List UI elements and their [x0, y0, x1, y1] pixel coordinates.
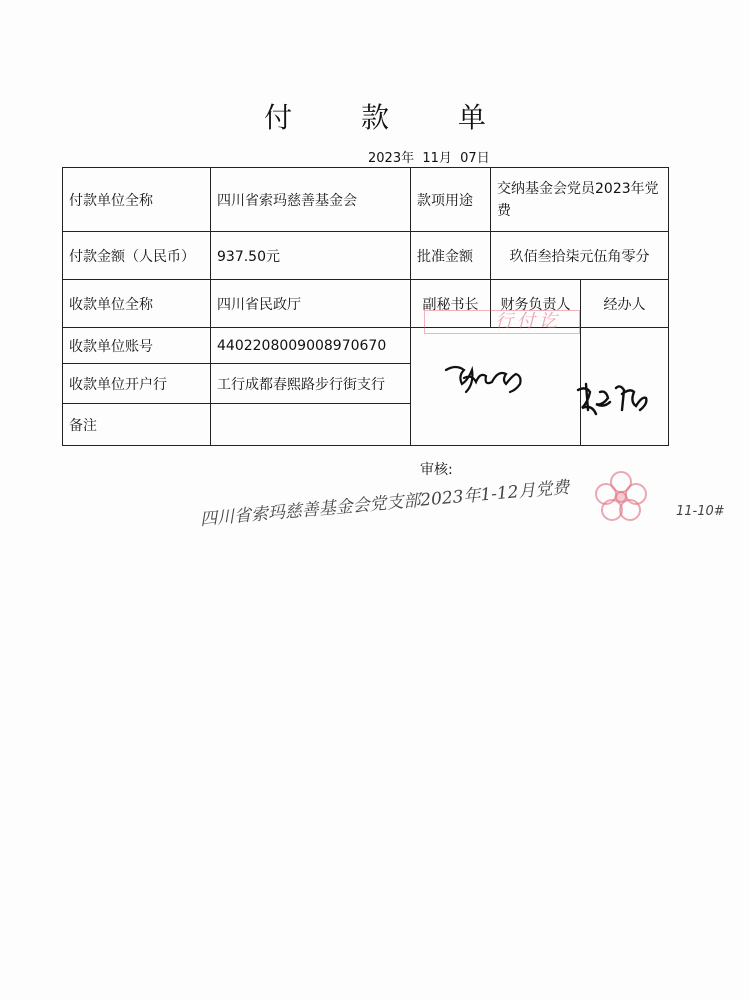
sig-header-handler: 经办人	[581, 280, 669, 328]
purpose-label: 款项用途	[411, 168, 491, 232]
remark-value	[211, 404, 411, 446]
purpose-value: 交纳基金会党员2023年党费	[491, 168, 669, 232]
document-title: 付 款 单	[264, 101, 516, 134]
bank-label: 收款单位开户行	[63, 364, 211, 404]
signature-handler	[572, 374, 656, 422]
table-row	[63, 168, 669, 232]
remark-label: 备注	[63, 404, 211, 446]
payment-stamp: 行付讫	[424, 310, 580, 334]
account-value: 4402208009008970670	[211, 328, 411, 364]
payee-label: 收款单位全称	[63, 280, 211, 328]
amount-value: 937.50元	[211, 232, 411, 280]
amount-label: 付款金额（人民币）	[63, 232, 211, 280]
bank-value: 工行成都春熙路步行街支行	[211, 364, 411, 404]
sig-header-finance-head: 财务负责人	[491, 280, 581, 328]
payee-value: 四川省民政厅	[211, 280, 411, 328]
approved-amount-value: 玖佰叁拾柒元伍角零分	[491, 232, 669, 280]
review-label: 审核:	[420, 462, 453, 478]
flower-seal-icon	[592, 470, 650, 522]
table-row	[63, 232, 669, 280]
approved-amount-label: 批准金额	[411, 232, 491, 280]
account-label: 收款单位账号	[63, 328, 211, 364]
payer-label: 付款单位全称	[63, 168, 211, 232]
handwritten-note: 四川省索玛慈善基金会党支部2023年1-12月党费	[199, 477, 571, 530]
payer-value: 四川省索玛慈善基金会	[211, 168, 411, 232]
handwritten-date: 11-10#	[676, 504, 725, 519]
sig-header-deputy-secretary: 副秘书长	[411, 280, 491, 328]
document-date: 2023年 11月 07日	[368, 151, 490, 166]
signature-deputy-secretary	[438, 352, 538, 402]
